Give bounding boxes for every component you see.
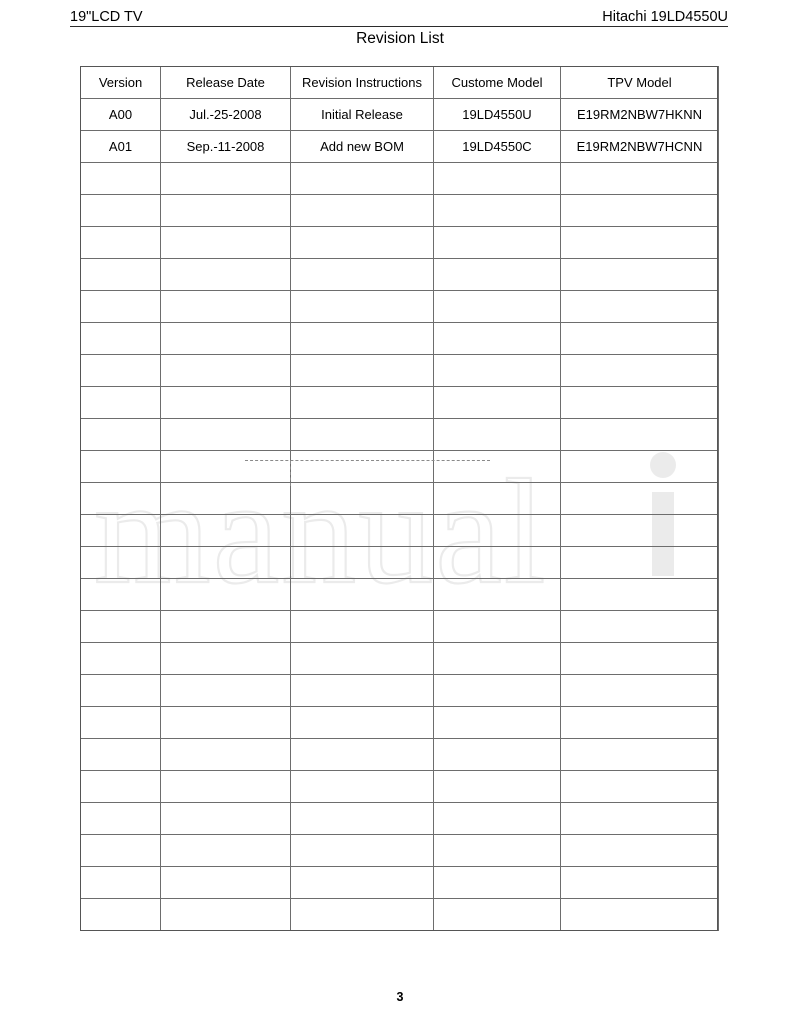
cell-empty	[291, 739, 434, 771]
cell-empty	[561, 323, 719, 355]
table-row-empty	[81, 419, 719, 451]
cell-empty	[291, 707, 434, 739]
cell-empty	[81, 579, 161, 611]
cell-empty	[161, 259, 291, 291]
cell-empty	[81, 707, 161, 739]
cell-empty	[434, 707, 561, 739]
cell-tpv-model: E19RM2NBW7HCNN	[561, 131, 719, 163]
column-header-custome-model: Custome Model	[434, 67, 561, 99]
cell-empty	[291, 451, 434, 483]
cell-empty	[161, 355, 291, 387]
table-header-row	[81, 67, 719, 99]
table-row-empty	[81, 675, 719, 707]
column-header-tpv-model: TPV Model	[561, 67, 719, 99]
cell-empty	[434, 227, 561, 259]
cell-empty	[81, 515, 161, 547]
running-header	[70, 9, 728, 27]
cell-empty	[81, 227, 161, 259]
cell-empty	[81, 163, 161, 195]
cell-empty	[561, 803, 719, 835]
cell-empty	[161, 611, 291, 643]
cell-empty	[161, 227, 291, 259]
cell-empty	[561, 611, 719, 643]
cell-empty	[161, 707, 291, 739]
cell-empty	[291, 547, 434, 579]
cell-revision-instructions: Initial Release	[291, 99, 434, 131]
cell-empty	[161, 675, 291, 707]
cell-empty	[81, 323, 161, 355]
cell-empty	[434, 195, 561, 227]
column-header-revision-instructions: Revision Instructions	[291, 67, 434, 99]
cell-empty	[161, 771, 291, 803]
cell-empty	[291, 419, 434, 451]
page-title: Revision List	[356, 30, 444, 47]
cell-empty	[81, 483, 161, 515]
cell-empty	[291, 899, 434, 931]
cell-empty	[434, 451, 561, 483]
cell-empty	[161, 547, 291, 579]
cell-empty	[291, 515, 434, 547]
cell-empty	[434, 579, 561, 611]
cell-version: A01	[81, 131, 161, 163]
cell-empty	[434, 387, 561, 419]
cell-empty	[161, 803, 291, 835]
table-row-empty	[81, 483, 719, 515]
table-row-empty	[81, 291, 719, 323]
cell-empty	[291, 387, 434, 419]
table-row-empty	[81, 835, 719, 867]
cell-empty	[291, 163, 434, 195]
cell-empty	[291, 835, 434, 867]
cell-empty	[561, 163, 719, 195]
cell-empty	[81, 547, 161, 579]
cell-empty	[291, 675, 434, 707]
cell-empty	[561, 451, 719, 483]
cell-empty	[434, 483, 561, 515]
table-row-empty	[81, 387, 719, 419]
cell-empty	[161, 483, 291, 515]
cell-empty	[561, 515, 719, 547]
table-row-empty	[81, 451, 719, 483]
cell-empty	[291, 195, 434, 227]
cell-empty	[81, 259, 161, 291]
cell-empty	[161, 835, 291, 867]
cell-empty	[81, 291, 161, 323]
table-row-empty	[81, 547, 719, 579]
cell-empty	[81, 451, 161, 483]
scan-artifact-vertical-dashed-line	[290, 461, 291, 486]
cell-empty	[291, 259, 434, 291]
cell-empty	[81, 867, 161, 899]
cell-empty	[81, 355, 161, 387]
cell-custome-model: 19LD4550U	[434, 99, 561, 131]
cell-empty	[81, 611, 161, 643]
cell-empty	[291, 323, 434, 355]
table-row-empty	[81, 259, 719, 291]
cell-empty	[291, 611, 434, 643]
cell-empty	[291, 227, 434, 259]
table-row-empty	[81, 643, 719, 675]
cell-empty	[291, 867, 434, 899]
table-row-empty	[81, 707, 719, 739]
cell-version: A00	[81, 99, 161, 131]
cell-empty	[161, 291, 291, 323]
cell-empty	[81, 643, 161, 675]
table-row-empty	[81, 323, 719, 355]
cell-empty	[81, 387, 161, 419]
cell-empty	[561, 227, 719, 259]
table-row-empty	[81, 579, 719, 611]
cell-empty	[81, 899, 161, 931]
cell-empty	[561, 739, 719, 771]
cell-empty	[561, 547, 719, 579]
cell-custome-model: 19LD4550C	[434, 131, 561, 163]
cell-empty	[81, 675, 161, 707]
running-header-left-text: 19"LCD TV	[70, 9, 143, 25]
page-number: 3	[396, 990, 404, 1004]
cell-empty	[161, 323, 291, 355]
cell-empty	[561, 195, 719, 227]
cell-empty	[434, 675, 561, 707]
cell-empty	[81, 803, 161, 835]
table-row-empty	[81, 739, 719, 771]
cell-empty	[561, 419, 719, 451]
cell-empty	[434, 515, 561, 547]
table-row-empty	[81, 163, 719, 195]
table-row-empty	[81, 515, 719, 547]
cell-release-date: Jul.-25-2008	[161, 99, 291, 131]
cell-empty	[161, 643, 291, 675]
cell-empty	[291, 643, 434, 675]
table-row-empty	[81, 899, 719, 931]
cell-empty	[291, 771, 434, 803]
cell-empty	[81, 195, 161, 227]
revision-table-container	[80, 66, 718, 931]
cell-empty	[561, 835, 719, 867]
cell-empty	[561, 643, 719, 675]
svg-text:manual: manual	[94, 449, 548, 595]
cell-empty	[161, 451, 291, 483]
table-row-empty	[81, 611, 719, 643]
cell-empty	[291, 579, 434, 611]
cell-empty	[561, 675, 719, 707]
cell-empty	[161, 195, 291, 227]
cell-empty	[161, 739, 291, 771]
cell-empty	[434, 323, 561, 355]
cell-revision-instructions: Add new BOM	[291, 131, 434, 163]
column-header-release-date: Release Date	[161, 67, 291, 99]
cell-empty	[561, 899, 719, 931]
cell-empty	[291, 803, 434, 835]
cell-empty	[434, 163, 561, 195]
cell-empty	[161, 419, 291, 451]
cell-empty	[291, 355, 434, 387]
cell-empty	[161, 579, 291, 611]
cell-empty	[561, 707, 719, 739]
cell-empty	[434, 835, 561, 867]
cell-empty	[434, 643, 561, 675]
cell-empty	[434, 291, 561, 323]
cell-empty	[161, 867, 291, 899]
table-row-empty	[81, 195, 719, 227]
table-row	[81, 131, 719, 163]
cell-empty	[561, 259, 719, 291]
cell-empty	[81, 771, 161, 803]
cell-tpv-model: E19RM2NBW7HKNN	[561, 99, 719, 131]
cell-empty	[561, 387, 719, 419]
cell-empty	[81, 835, 161, 867]
cell-empty	[561, 579, 719, 611]
cell-empty	[434, 419, 561, 451]
cell-empty	[434, 739, 561, 771]
cell-empty	[561, 291, 719, 323]
cell-empty	[434, 611, 561, 643]
cell-release-date: Sep.-11-2008	[161, 131, 291, 163]
revision-table	[80, 66, 719, 931]
table-row-empty	[81, 803, 719, 835]
cell-empty	[291, 291, 434, 323]
table-row	[81, 99, 719, 131]
cell-empty	[434, 899, 561, 931]
table-row-empty	[81, 355, 719, 387]
table-row-empty	[81, 771, 719, 803]
cell-empty	[434, 259, 561, 291]
cell-empty	[161, 387, 291, 419]
cell-empty	[161, 163, 291, 195]
cell-empty	[434, 355, 561, 387]
cell-empty	[81, 739, 161, 771]
table-header	[81, 67, 719, 99]
cell-empty	[561, 483, 719, 515]
cell-empty	[161, 899, 291, 931]
cell-empty	[561, 867, 719, 899]
cell-empty	[561, 771, 719, 803]
table-row-empty	[81, 227, 719, 259]
cell-empty	[434, 803, 561, 835]
table-row-empty	[81, 867, 719, 899]
cell-empty	[81, 419, 161, 451]
cell-empty	[434, 547, 561, 579]
header-rule	[70, 26, 728, 27]
running-header-right-text: Hitachi 19LD4550U	[602, 9, 728, 25]
scan-artifact-horizontal-dashed-line	[245, 460, 490, 461]
table-body	[81, 99, 719, 931]
column-header-version: Version	[81, 67, 161, 99]
cell-empty	[434, 771, 561, 803]
cell-empty	[291, 483, 434, 515]
cell-empty	[434, 867, 561, 899]
cell-empty	[161, 515, 291, 547]
cell-empty	[561, 355, 719, 387]
